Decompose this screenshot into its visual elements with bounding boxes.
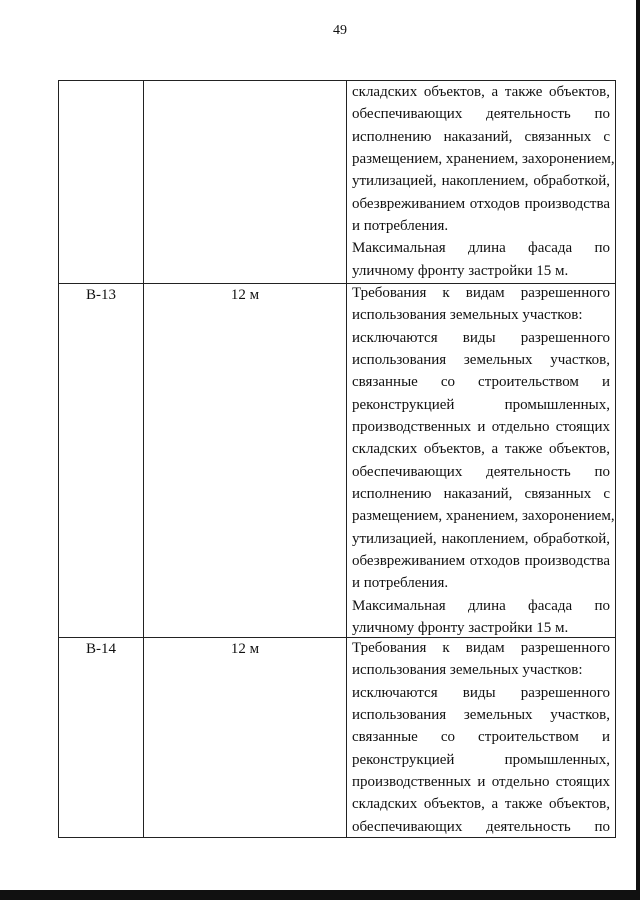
text-line: использования земельных участков: — [352, 662, 583, 679]
text-line: складских объектов, а также объектов, — [352, 796, 610, 813]
text-line: исполнению наказаний, связанных с — [352, 128, 610, 145]
text-line: реконструкцией промышленных, — [352, 396, 610, 413]
text-line: реконструкцией промышленных, — [352, 751, 610, 768]
text-line: исключаются виды разрешенного — [352, 329, 610, 346]
column-divider — [143, 81, 144, 837]
zone-code-cell: В-14 — [86, 641, 116, 657]
text-line: связанные со строительством и — [352, 729, 610, 746]
text-line: складских объектов, а также объектов, — [352, 84, 610, 100]
text-line: обеспечивающих деятельность по — [352, 818, 610, 835]
page-number: 49 — [333, 23, 347, 38]
text-line: уличному фронту застройки 15 м. — [352, 620, 569, 637]
zone-code-cell: В-13 — [86, 287, 116, 303]
requirements-cell — [352, 282, 615, 640]
text-line: уличному фронту застройки 15 м. — [352, 262, 569, 279]
text-line: утилизацией, накоплением, обработкой, — [352, 530, 610, 547]
text-line: производственных и отдельно стоящих — [352, 774, 610, 791]
column-divider — [346, 81, 347, 837]
text-line: Требования к видам разрешенного — [352, 285, 610, 301]
text-line: утилизацией, накоплением, обработкой, — [352, 173, 610, 190]
text-line: Требования к видам разрешенного — [352, 640, 610, 656]
text-line: использования земельных участков: — [352, 307, 583, 324]
text-line: размещением, хранением, захоронением, — [352, 151, 615, 168]
text-line: обеспечивающих деятельность по — [352, 463, 610, 480]
scan-edge — [0, 890, 640, 900]
text-line: и потребления. — [352, 575, 449, 592]
height-cell: 12 м — [230, 641, 260, 657]
text-line: Максимальная длина фасада по — [352, 240, 610, 257]
requirements-cell — [352, 81, 615, 282]
text-line: связанные со строительством и — [352, 374, 610, 391]
text-line: складских объектов, а также объектов, — [352, 441, 610, 458]
requirements-cell — [352, 637, 610, 838]
height-cell: 12 м — [230, 287, 260, 303]
text-line: исключаются виды разрешенного — [352, 684, 610, 701]
text-line: использования земельных участков, — [352, 707, 610, 724]
text-line: обеспечивающих деятельность по — [352, 106, 610, 123]
text-line: размещением, хранением, захоронением, — [352, 508, 615, 525]
text-line: исполнению наказаний, связанных с — [352, 486, 610, 503]
text-line: обезвреживанием отходов производства — [352, 553, 610, 570]
text-line: производственных и отдельно стоящих — [352, 419, 610, 436]
text-line: использования земельных участков, — [352, 352, 610, 369]
regulations-table — [58, 80, 616, 838]
text-line: обезвреживанием отходов производства — [352, 195, 610, 212]
text-line: Максимальная длина фасада по — [352, 597, 610, 614]
scan-edge — [636, 0, 640, 900]
text-line: и потребления. — [352, 218, 449, 235]
